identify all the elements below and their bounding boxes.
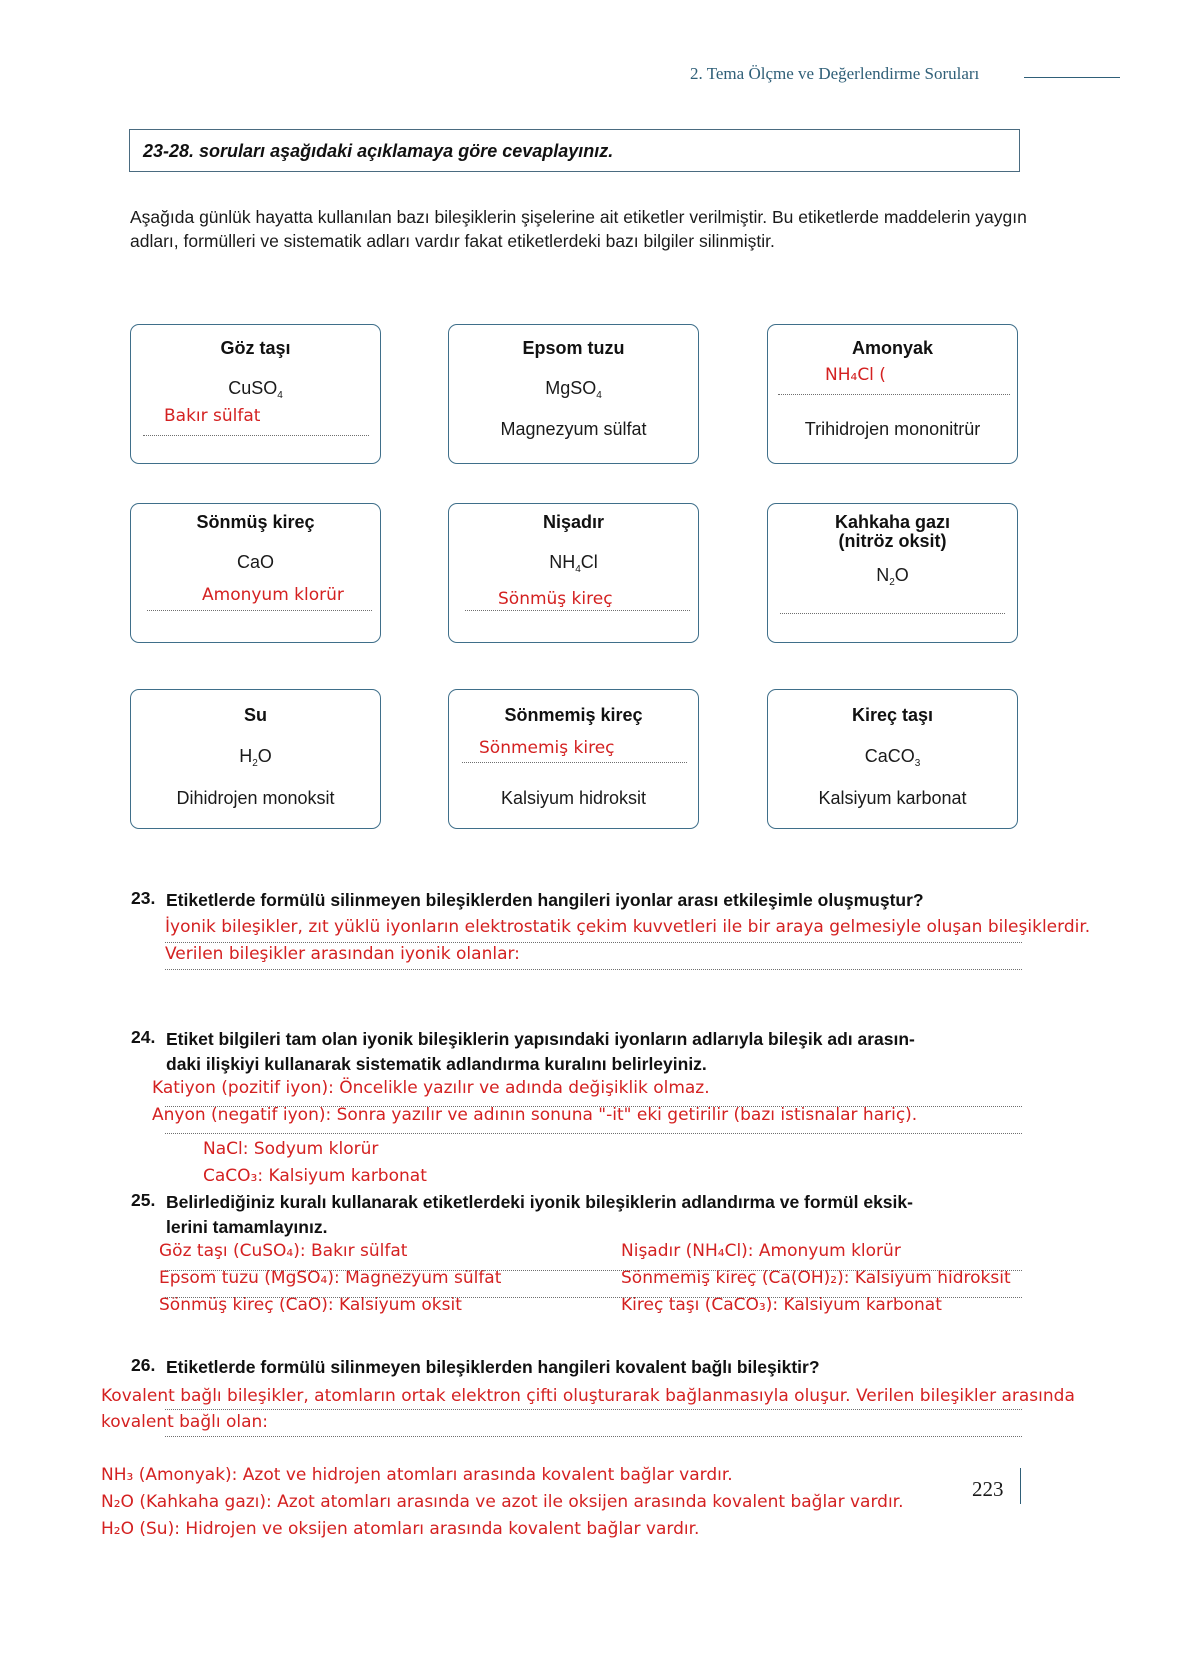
answer-23-line2: Verilen bileşikler arasından iyonik olanlar: bbox=[165, 944, 520, 964]
answer-25-right-3: Kireç taşı (CaCO₃): Kalsiyum karbonat bbox=[621, 1295, 942, 1315]
answer-24-line3: NaCl: Sodyum klorür bbox=[203, 1139, 379, 1159]
card-formula: $H_2O$ bbox=[239, 746, 272, 769]
card-systematic-name: Trihidrojen mononitrür bbox=[804, 419, 981, 439]
card-answer-line bbox=[143, 435, 369, 436]
question-number: 24. bbox=[131, 1027, 156, 1047]
question-25-text-line2: lerini tamamlayınız. bbox=[166, 1217, 328, 1237]
card-answer-line bbox=[780, 613, 1005, 614]
card-formula: $N_2O$ bbox=[876, 565, 909, 588]
question-24-text-line1: Etiket bilgileri tam olan iyonik bileşiklerin yapısındaki iyonların adlarıyla bileşik adı arasın- bbox=[166, 1029, 915, 1049]
card-common-name: Kireç taşı bbox=[851, 705, 934, 725]
answer-25-left-1: Göz taşı (CuSO₄): Bakır sülfat bbox=[159, 1241, 408, 1261]
card-formula: CuSO$_4$ bbox=[228, 378, 283, 401]
answer-24-line4: CaCO₃: Kalsiyum karbonat bbox=[203, 1166, 427, 1186]
answer-line bbox=[165, 942, 1022, 943]
card-common-name: Amonyak bbox=[851, 338, 934, 358]
question-number: 25. bbox=[131, 1190, 156, 1210]
answer-26-line3: NH₃ (Amonyak): Azot ve hidrojen atomları arasında kovalent bağlar vardır. bbox=[101, 1465, 733, 1485]
answer-line bbox=[165, 1409, 1022, 1410]
card-answer-line bbox=[462, 762, 687, 763]
card-common-name: Nişadır bbox=[542, 512, 605, 532]
card-systematic-name: Magnezyum sülfat bbox=[500, 419, 647, 439]
card-systematic-name: Dihidrojen monoksit bbox=[176, 788, 335, 808]
answer-26-line1: Kovalent bağlı bileşikler, atomların ortak elektron çifti oluşturarak bağlanmasıyla oluşur. Verilen bileşikler arasında bbox=[101, 1386, 1075, 1406]
instruction-text: 23-28. soruları aşağıdaki açıklamaya göre cevaplayınız. bbox=[143, 141, 614, 161]
card-common-name: Sönmemiş kireç bbox=[504, 705, 643, 725]
intro-paragraph: Aşağıda günlük hayatta kullanılan bazı bileşiklerin şişelerine ait etiketler verilmiştir. Bu etiketlerde maddelerin yaygın adları, formülleri ve sistematik adları vardır fakat etiketlerdeki bazı bilgiler silinmiştir. bbox=[130, 207, 1027, 251]
answer-24-line2: Anyon (negatif iyon): Sonra yazılır ve adının sonuna "-it" eki getirilir (bazı istisnalar hariç). bbox=[152, 1105, 918, 1125]
page-number-rule bbox=[1020, 1468, 1021, 1504]
answer-26-line5: H₂O (Su): Hidrojen ve oksijen atomları arasında kovalent bağlar vardır. bbox=[101, 1519, 700, 1539]
card-handwritten-answer: NH₄Cl ( bbox=[825, 365, 886, 385]
answer-26-line4: N₂O (Kahkaha gazı): Azot atomları arasında ve azot ile oksijen arasında kovalent bağlar vardır. bbox=[101, 1492, 904, 1512]
card-common-name: Epsom tuzu bbox=[522, 338, 625, 358]
answer-23-line1: İyonik bileşikler, zıt yüklü iyonların elektrostatik çekim kuvvetleri ile bir araya gelmesiyle oluşan bileşiklerdir. bbox=[165, 917, 1091, 937]
question-number: 26. bbox=[131, 1355, 156, 1375]
card-handwritten-answer: Sönmemiş kireç bbox=[479, 738, 615, 758]
question-26-text: Etiketlerde formülü silinmeyen bileşiklerden hangileri kovalent bağlı bileşiktir? bbox=[166, 1357, 820, 1377]
card-common-name: Göz taşı bbox=[220, 338, 291, 358]
answer-25-right-2: Sönmemiş kireç (Ca(OH)₂): Kalsiyum hidroksit bbox=[621, 1268, 1011, 1288]
question-24-text-line2: daki ilişkiyi kullanarak sistematik adlandırma kuralını belirleyiniz. bbox=[166, 1054, 707, 1074]
answer-line bbox=[165, 1436, 1022, 1437]
card-common-name: Sönmüş kireç bbox=[196, 512, 315, 532]
card-systematic-name: Kalsiyum hidroksit bbox=[500, 788, 647, 808]
card-common-name-line2: (nitröz oksit) bbox=[838, 531, 947, 551]
card-formula: MgSO$_4$ bbox=[545, 378, 602, 401]
header-title: 2. Tema Ölçme ve Değerlendirme Soruları bbox=[690, 64, 980, 83]
question-number: 23. bbox=[131, 888, 156, 908]
card-handwritten-answer: Bakır sülfat bbox=[164, 406, 261, 426]
card-answer-line bbox=[147, 610, 372, 611]
answer-25-left-2: Epsom tuzu (MgSO₄): Magnezyum sülfat bbox=[159, 1268, 502, 1288]
card-common-name: Su bbox=[243, 705, 267, 725]
answer-line bbox=[165, 1133, 1022, 1134]
card-common-name-line1: Kahkaha gazı bbox=[834, 512, 951, 532]
question-23-text: Etiketlerde formülü silinmeyen bileşiklerden hangileri iyonlar arası etkileşimle oluşmuştur? bbox=[166, 890, 924, 910]
card-formula: CaO bbox=[236, 552, 274, 572]
card-handwritten-answer: Sönmüş kireç bbox=[498, 589, 613, 609]
header-rule bbox=[1024, 77, 1120, 78]
card-formula: $NH_4Cl$ bbox=[549, 552, 598, 575]
answer-line bbox=[165, 1297, 1022, 1298]
card-systematic-name: Kalsiyum karbonat bbox=[818, 788, 967, 808]
card-handwritten-answer: Amonyum klorür bbox=[202, 585, 344, 605]
card-answer-line bbox=[465, 610, 690, 611]
answer-25-left-3: Sönmüş kireç (CaO): Kalsiyum oksit bbox=[159, 1295, 462, 1315]
answer-25-right-1: Nişadır (NH₄Cl): Amonyum klorür bbox=[621, 1241, 901, 1261]
question-25-text-line1: Belirlediğiniz kuralı kullanarak etiketlerdeki iyonik bileşiklerin adlandırma ve formül eksik- bbox=[166, 1192, 913, 1212]
card-answer-line bbox=[778, 394, 1010, 395]
answer-26-line2: kovalent bağlı olan: bbox=[101, 1412, 269, 1432]
answer-line bbox=[165, 1270, 1022, 1271]
page-number: 223 bbox=[972, 1477, 1004, 1501]
card-formula: CaCO$_3$ bbox=[864, 746, 921, 769]
answer-24-line1: Katiyon (pozitif iyon): Öncelikle yazılır ve adında değişiklik olmaz. bbox=[152, 1078, 710, 1098]
answer-line bbox=[165, 969, 1022, 970]
